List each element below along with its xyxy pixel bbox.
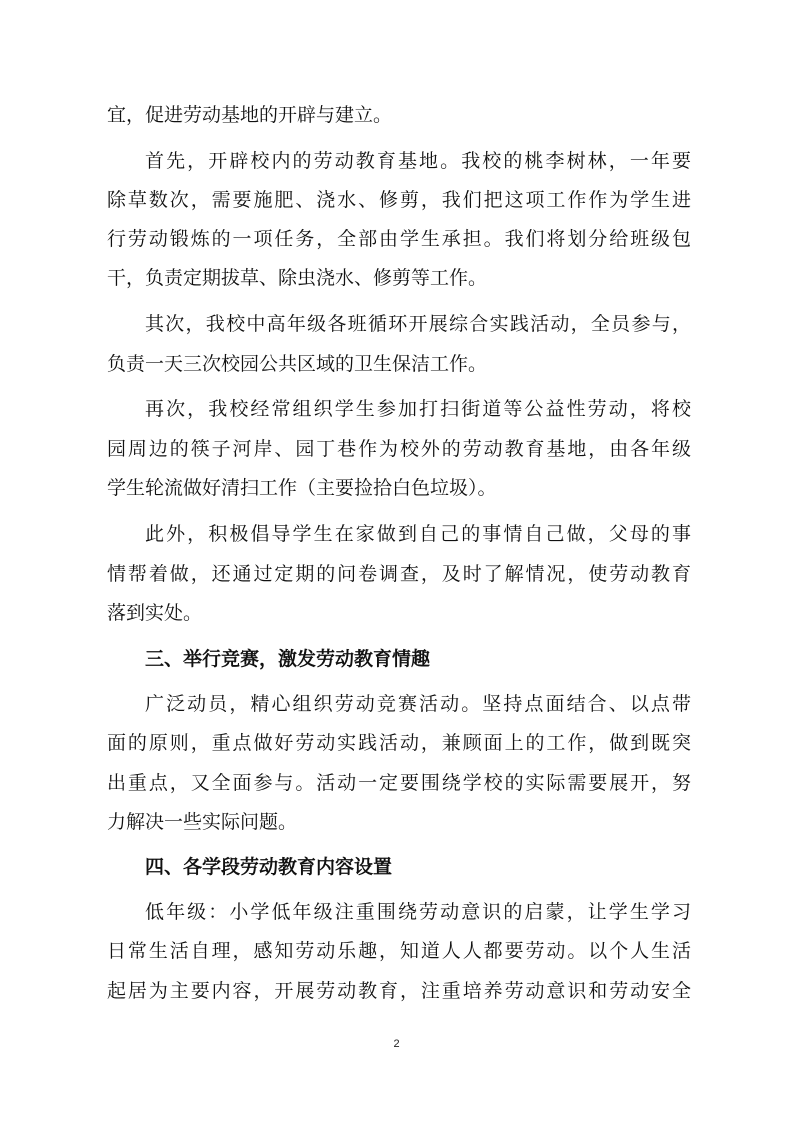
paragraph-line: 力解决一些实际问题。 (107, 811, 298, 833)
paragraph-line: 干，负责定期拔草、除虫浇水、修剪等工作。 (107, 267, 488, 289)
paragraph-line: 低年级：小学低年级注重围绕劳动意识的启蒙，让学生学习 (145, 901, 691, 923)
section-heading: 四、各学段劳动教育内容设置 (145, 856, 393, 878)
paragraph-line: 日常生活自理，感知劳动乐趣，知道人人都要劳动。以个人生活 (107, 940, 691, 962)
paragraph-line: 园周边的筷子河岸、园丁巷作为校外的劳动教育基地，由各年级 (107, 438, 691, 460)
paragraph-line: 学生轮流做好清扫工作（主要捡拾白色垃圾）。 (107, 477, 497, 499)
paragraph-line: 此外，积极倡导学生在家做到自己的事情自己做，父母的事 (145, 523, 691, 545)
page-number: 2 (393, 1038, 400, 1050)
paragraph-line: 首先，开辟校内的劳动教育基地。我校的桃李树林，一年要 (145, 150, 691, 172)
paragraph-line: 宜，促进劳动基地的开辟与建立。 (107, 104, 393, 126)
paragraph-line: 负责一天三次校园公共区域的卫生保洁工作。 (107, 353, 488, 375)
paragraph-line: 广泛动员，精心组织劳动竞赛活动。坚持点面结合、以点带 (145, 693, 691, 715)
paragraph-line: 行劳动锻炼的一项任务，全部由学生承担。我们将划分给班级包 (107, 228, 691, 250)
paragraph-line: 起居为主要内容，开展劳动教育，注重培养劳动意识和劳动安全 (107, 980, 691, 1002)
paragraph-line: 其次，我校中高年级各班循环开展综合实践活动，全员参与， (145, 313, 691, 335)
paragraph-line: 情帮着做，还通过定期的问卷调查，及时了解情况，使劳动教育 (107, 563, 691, 585)
paragraph-line: 面的原则，重点做好劳动实践活动，兼顾面上的工作，做到既突 (107, 732, 691, 754)
paragraph-line: 落到实处。 (107, 602, 203, 624)
section-heading: 三、举行竞赛，激发劳动教育情趣 (145, 648, 431, 670)
paragraph-line: 除草数次，需要施肥、浇水、修剪，我们把这项工作作为学生进 (107, 189, 691, 211)
paragraph-line: 再次，我校经常组织学生参加打扫街道等公益性劳动，将校 (145, 398, 691, 420)
paragraph-line: 出重点，又全面参与。活动一定要围绕学校的实际需要展开，努 (107, 772, 691, 794)
